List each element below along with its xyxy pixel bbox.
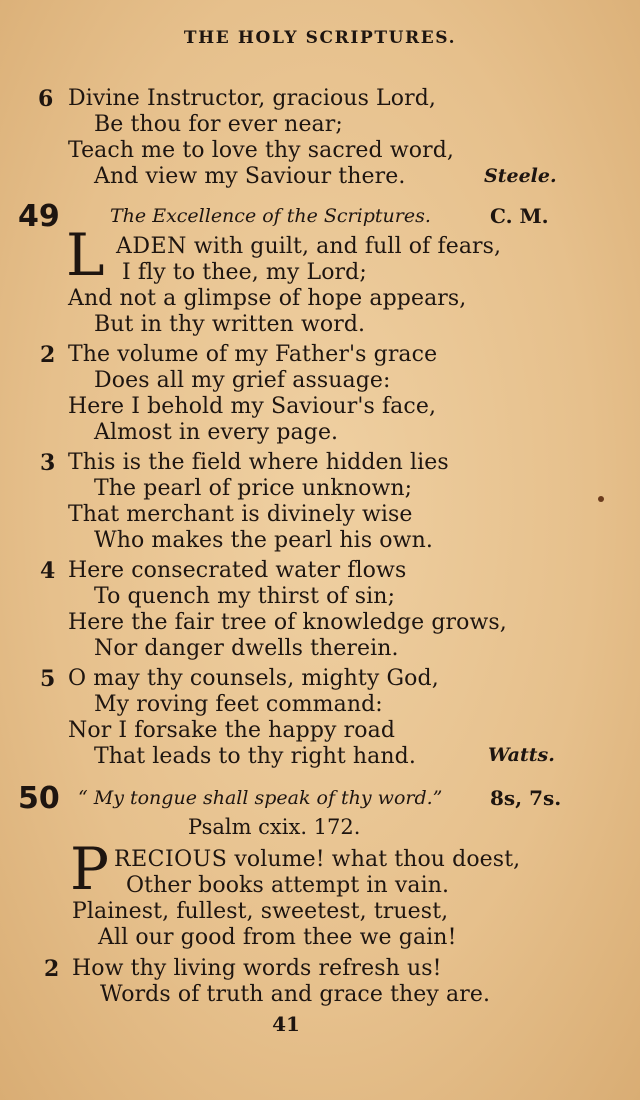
verse-line: But in thy written word. xyxy=(94,312,366,337)
first-word-caps: RECIOUS xyxy=(114,847,228,872)
verse-number: 4 xyxy=(40,558,56,584)
verse-line: Who makes the pearl his own. xyxy=(94,528,433,553)
verse-line xyxy=(114,847,520,873)
verse-line: To quench my thirst of sin; xyxy=(94,584,396,609)
hymn-meter: C. M. xyxy=(490,204,549,228)
verse-line: Plainest, fullest, sweetest, truest, xyxy=(72,899,449,924)
verse-line: The volume of my Father's grace xyxy=(68,342,438,367)
verse-number: 6 xyxy=(38,86,54,112)
verse-line: All our good from thee we gain! xyxy=(98,925,457,950)
verse-line: Be thou for ever near; xyxy=(94,112,343,137)
verse-line: Does all my grief assuage: xyxy=(94,368,391,393)
verse-line: Nor I forsake the happy road xyxy=(68,718,395,743)
hymn-meter: 8s, 7s. xyxy=(490,786,562,810)
verse-line: Words of truth and grace they are. xyxy=(100,982,491,1007)
verse-line: Other books attempt in vain. xyxy=(126,873,450,898)
verse-line: Here the fair tree of knowledge grows, xyxy=(68,610,507,635)
verse-line: This is the field where hidden lies xyxy=(68,450,449,475)
hymn-title: “ My tongue shall speak of thy word.” xyxy=(78,787,443,809)
hymn-author: Watts. xyxy=(488,744,555,766)
verse-line: That merchant is divinely wise xyxy=(68,502,413,527)
drop-cap: P xyxy=(70,835,110,903)
verse-line: The pearl of price unknown; xyxy=(94,476,413,501)
hymn-title: The Excellence of the Scriptures. xyxy=(110,205,431,227)
verse-line: How thy living words refresh us! xyxy=(72,956,442,981)
first-word-caps: ADEN xyxy=(116,234,187,259)
paper-speck xyxy=(598,496,604,502)
page-number: 41 xyxy=(272,1012,300,1036)
hymn-number: 49 xyxy=(18,199,60,234)
verse-line xyxy=(116,234,501,260)
verse-line: Almost in every page. xyxy=(94,420,339,445)
verse-number: 5 xyxy=(40,666,56,692)
verse-line: Here consecrated water flows xyxy=(68,558,407,583)
drop-cap: L xyxy=(66,221,105,289)
verse-line: And not a glimpse of hope appears, xyxy=(68,286,467,311)
hymn-number: 50 xyxy=(18,781,60,816)
verse-line: I fly to thee, my Lord; xyxy=(122,260,367,285)
verse-number: 3 xyxy=(40,450,56,476)
hymn-author: Steele. xyxy=(484,165,557,187)
running-header: THE HOLY SCRIPTURES. xyxy=(183,28,457,48)
verse-number: 2 xyxy=(44,956,60,982)
scripture-reference: Psalm cxix. 172. xyxy=(188,815,361,839)
verse-line: O may thy counsels, mighty God, xyxy=(68,666,439,691)
verse-number: 2 xyxy=(40,342,56,368)
first-line-rest: volume! what thou doest, xyxy=(227,847,521,872)
first-line-rest: with guilt, and full of fears, xyxy=(186,234,502,259)
verse-line: That leads to thy right hand. xyxy=(94,744,416,769)
verse-line: Divine Instructor, gracious Lord, xyxy=(68,86,437,111)
verse-line: And view my Saviour there. xyxy=(94,164,406,189)
verse-line: Here I behold my Saviour's face, xyxy=(68,394,437,419)
verse-line: Nor danger dwells therein. xyxy=(94,636,399,661)
verse-line: My roving feet command: xyxy=(94,692,383,717)
verse-line: Teach me to love thy sacred word, xyxy=(68,138,455,163)
